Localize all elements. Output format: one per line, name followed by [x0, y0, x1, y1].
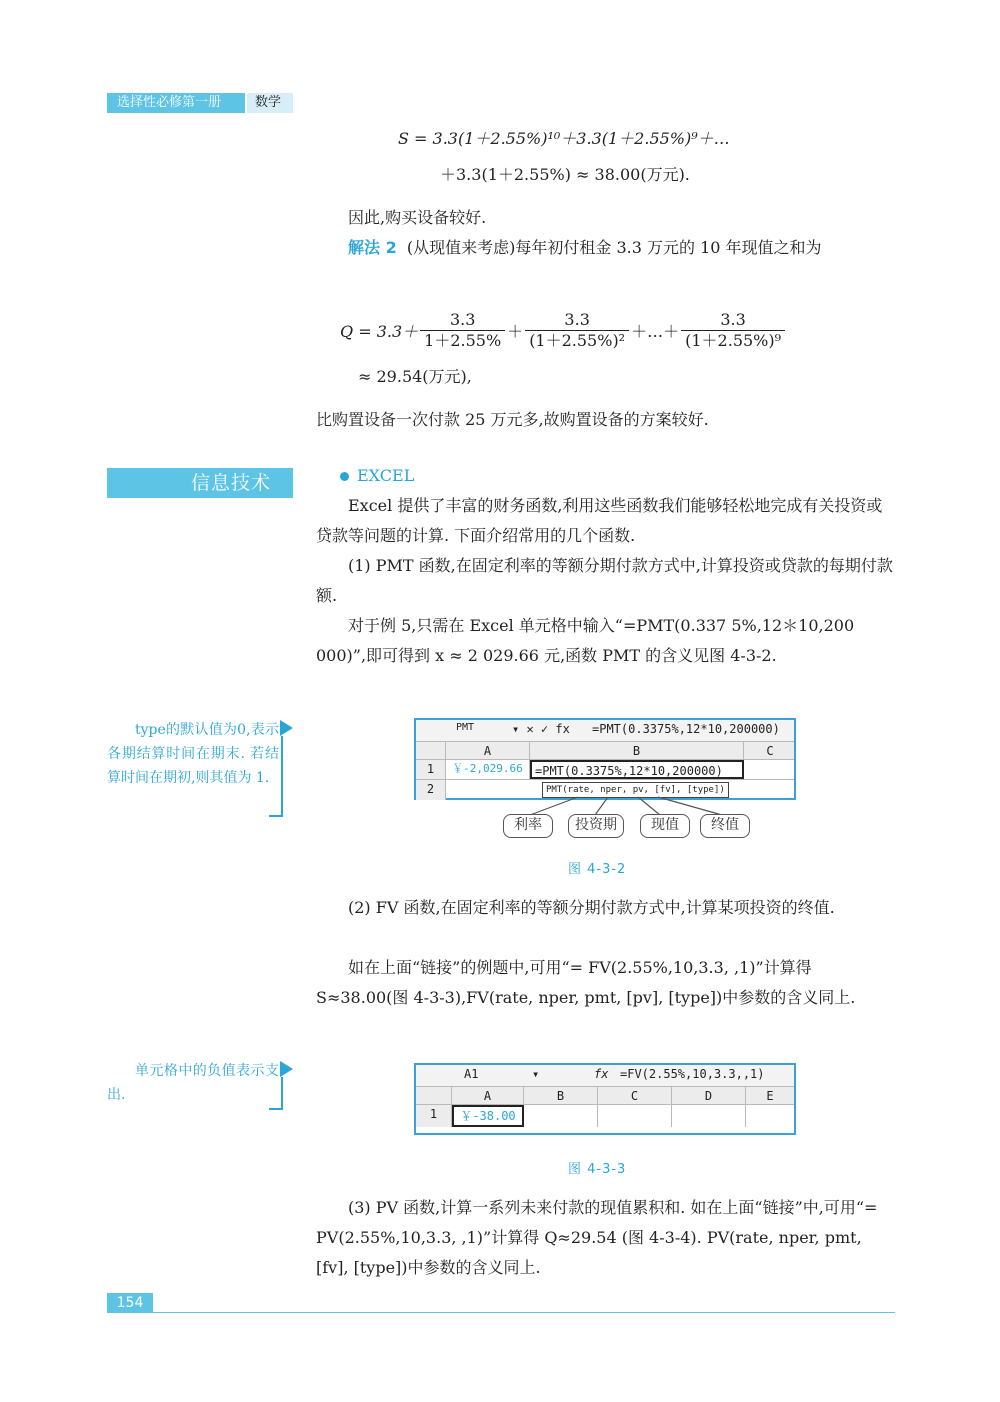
conclusion-2-text: 比购置设备一次付款 25 万元多,故购置设备的方案较好. [316, 410, 709, 429]
pmt-example-text: 对于例 5,只需在 Excel 单元格中输入“=PMT(0.337 5%,12＊10,200 000)”,即可得到 x ≈ 2 029.66 元,函数 PMT 的含义见图 4-3-2. [316, 616, 855, 665]
info-intro-text: Excel 提供了丰富的财务函数,利用这些函数我们能够轻松地完成有关投资或贷款等问题的计算. 下面介绍常用的几个函数. [316, 496, 883, 545]
callout-fv: 终值 [700, 814, 750, 838]
formula-bar-text[interactable]: =FV(2.55%,10,3.3,,1) [620, 1067, 765, 1081]
fraction-1-num: 3.3 [420, 310, 505, 331]
col-header-b[interactable]: B [530, 742, 744, 759]
callout-pv: 现值 [640, 814, 690, 838]
sidenote-bar-foot [269, 1108, 283, 1110]
sidenote-bar [281, 1077, 283, 1109]
sidenote-negative-text: 单元格中的负值表示支出. [107, 1063, 279, 1103]
page-number: 154 [107, 1293, 153, 1313]
namebox[interactable]: PMT [456, 722, 475, 733]
col-header-e[interactable]: E [766, 1089, 774, 1103]
pmt-description [316, 551, 896, 611]
excel-fv-screenshot [414, 1063, 796, 1135]
pmt-example [316, 611, 896, 671]
solution-2-label: 解法 2 [348, 238, 397, 257]
column-headers [416, 742, 794, 760]
callout-nper: 投资期 [568, 814, 624, 838]
subject-label: 数学 [247, 93, 293, 113]
fraction-1 [420, 310, 505, 351]
pv-description-text: (3) PV 函数,计算一系列未来付款的现值累积和. 如在上面“链接”中,可用“= PV(2.55%,10,3.3, ,1)”计算得 Q≈29.54 (图 4-3-4). PV(rate, nper, pmt, [fv], [type])中参数的含义同上. [316, 1198, 878, 1277]
fraction-2-num: 3.3 [525, 310, 629, 331]
formula-bar [416, 720, 794, 742]
info-intro [316, 491, 896, 551]
col-header-c[interactable]: C [766, 744, 774, 758]
conclusion-1 [316, 203, 896, 233]
corner-cell [416, 1087, 452, 1104]
sidenote-type-text: type的默认值为0,表示各期结算时间在期末. 若结算时间在期初,则其值为 1. [107, 722, 279, 786]
info-tech-tag: 信息技术 [107, 468, 293, 498]
formula-icons[interactable]: ▾ ✕ ✓ fx [512, 722, 570, 736]
book-section: 选择性必修第一册 [107, 93, 245, 113]
q-lead: Q = 3.3＋ [340, 322, 419, 341]
cell-c1[interactable] [598, 1105, 672, 1127]
header-tag [107, 93, 293, 113]
pmt-description-text: (1) PMT 函数,在固定利率的等额分期付款方式中,计算投资或贷款的每期付款额. [316, 556, 893, 605]
figure-caption-1: 图 4-3-2 [568, 862, 627, 877]
sidenote-bar-foot [269, 815, 283, 817]
sum-line-1: S = 3.3(1＋2.55%)¹⁰＋3.3(1＋2.55%)⁹＋… [398, 129, 730, 148]
figure-caption-2: 图 4-3-3 [568, 1162, 627, 1177]
pv-description [316, 1193, 896, 1283]
fraction-3-num: 3.3 [681, 310, 785, 331]
excel-pmt-screenshot [414, 718, 796, 800]
fraction-2 [525, 310, 629, 351]
fv-example [316, 953, 896, 1013]
cell-a1[interactable]: ￥-38.00 [452, 1105, 524, 1127]
bullet-dot-icon [340, 472, 349, 481]
callout-rate: 利率 [503, 814, 553, 838]
col-header-a[interactable]: A [446, 742, 530, 759]
corner-cell [416, 742, 446, 759]
column-headers [416, 1087, 794, 1105]
cell-d1[interactable] [672, 1105, 746, 1127]
formula-bar [416, 1065, 794, 1087]
sidenote-type [107, 718, 279, 818]
excel-heading [340, 466, 414, 485]
fraction-2-den: (1＋2.55%)² [529, 331, 626, 350]
q-approx: ≈ 29.54(万元), [358, 367, 472, 386]
fv-description-text: (2) FV 函数,在固定利率的等额分期付款方式中,计算某项投资的终值. [348, 898, 835, 917]
conclusion-1-text: 因此,购买设备较好. [348, 208, 487, 227]
sidenote-bar [281, 736, 283, 816]
fraction-3-den: (1＋2.55%)⁹ [685, 331, 782, 350]
solution-2-intro [316, 233, 896, 263]
cell-a1[interactable]: ￥-2,029.66 [446, 760, 530, 779]
col-header-b[interactable]: B [524, 1087, 598, 1104]
cell-b1[interactable] [524, 1105, 598, 1127]
fv-description [316, 893, 896, 923]
row-header-1[interactable]: 1 [416, 1105, 452, 1127]
function-tooltip: PMT(rate, nper, pv, [fv], [type]) [542, 782, 729, 798]
footer-rule [153, 1312, 895, 1313]
dropdown-icon[interactable]: ▾ [532, 1067, 540, 1081]
cell-b1[interactable]: =PMT(0.3375%,12*10,200000) [530, 760, 744, 779]
sum-line-2: ＋3.3(1＋2.55%) ≈ 38.00(万元). [440, 165, 690, 184]
fx-icon[interactable]: fx [594, 1067, 609, 1081]
row-header-2[interactable]: 2 [416, 780, 446, 800]
namebox[interactable]: A1 [464, 1067, 479, 1081]
plus-sign: ＋ [507, 322, 524, 341]
row-1 [416, 1105, 794, 1127]
solution-2-text: (从现值来考虑)每年初付租金 3.3 万元的 10 年现值之和为 [406, 238, 822, 257]
row-1 [416, 760, 794, 780]
q-formula [340, 310, 787, 351]
arrow-right-icon [280, 1061, 293, 1077]
excel-heading-text: EXCEL [357, 466, 415, 485]
row-header-1[interactable]: 1 [416, 760, 446, 779]
arrow-right-icon [280, 720, 293, 736]
col-header-a[interactable]: A [452, 1087, 524, 1104]
sidenote-negative [107, 1059, 279, 1111]
ellipsis-plus: ＋…＋ [631, 322, 680, 341]
col-header-c[interactable]: C [598, 1087, 672, 1104]
fraction-1-den: 1＋2.55% [424, 331, 502, 350]
fv-example-text: 如在上面“链接”的例题中,可用“= FV(2.55%,10,3.3, ,1)”计算得 S≈38.00(图 4-3-3),FV(rate, nper, pmt, [pv], [type])中参数的含义同上. [316, 958, 856, 1007]
conclusion-2 [316, 405, 896, 435]
fraction-3 [681, 310, 785, 351]
formula-bar-text[interactable]: =PMT(0.3375%,12*10,200000) [592, 722, 780, 736]
col-header-d[interactable]: D [672, 1087, 746, 1104]
